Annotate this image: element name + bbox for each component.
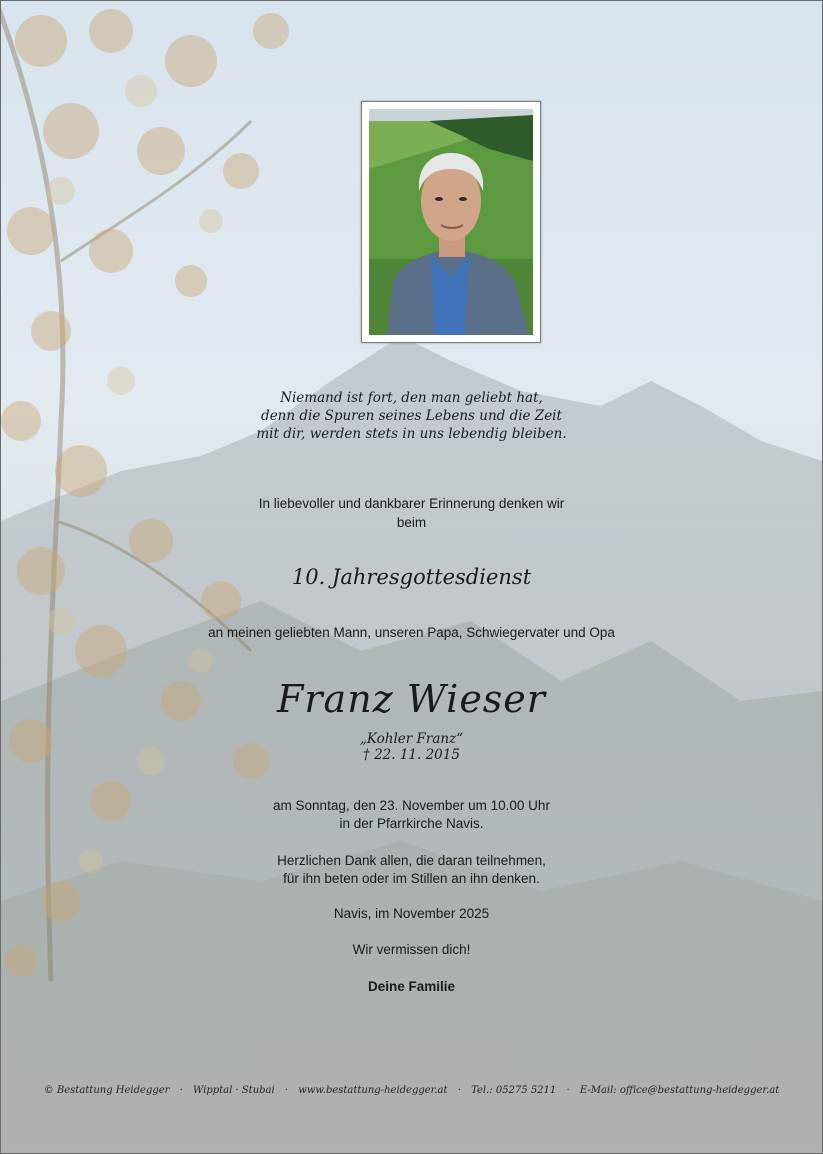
- quote-line: Niemand ist fort, den man geliebt hat,: [280, 390, 543, 406]
- footer-region: Wipptal · Stubai: [193, 1085, 275, 1096]
- intro-line: beim: [396, 515, 427, 530]
- memorial-quote: [1, 389, 822, 443]
- portrait-photo: [369, 109, 533, 335]
- footer-company: © Bestattung Heidegger: [43, 1085, 170, 1096]
- footer: [1, 1085, 822, 1096]
- footer-email-link[interactable]: E-Mail: office@bestattung-heidegger.at: [579, 1085, 780, 1096]
- footer-separator: ·: [284, 1085, 289, 1096]
- quote-line: denn die Spuren seines Lebens und die Zeit: [261, 408, 562, 424]
- thanks-text: [1, 852, 822, 888]
- footer-separator: ·: [457, 1085, 461, 1096]
- footer-website-link[interactable]: www.bestattung-heidegger.at: [298, 1085, 448, 1096]
- miss-you-text: Wir vermissen dich!: [352, 942, 471, 957]
- event-title: 10. Jahresgottesdienst: [291, 565, 532, 589]
- thanks-line: Herzlichen Dank allen, die daran teilnehmen,: [277, 853, 546, 868]
- deceased-name: Franz Wieser: [277, 677, 546, 721]
- mass-line: am Sonntag, den 23. November um 10.00 Uhr: [273, 798, 550, 813]
- deceased-nickname: „Kohler Franz“: [359, 731, 464, 747]
- portrait-frame: [361, 101, 541, 343]
- thanks-line: für ihn beten oder im Stillen an ihn denken.: [283, 871, 540, 886]
- death-date: † 22. 11. 2015: [363, 747, 460, 763]
- mass-details: [1, 797, 822, 833]
- intro-text: [1, 494, 822, 532]
- mass-line: in der Pfarrkirche Navis.: [339, 816, 484, 831]
- signoff: Deine Familie: [367, 979, 456, 994]
- footer-phone: Tel.: 05275 5211: [471, 1085, 557, 1096]
- quote-line: mit dir, werden stets in uns lebendig bleiben.: [256, 426, 567, 442]
- footer-separator: ·: [566, 1085, 570, 1096]
- footer-separator: ·: [179, 1085, 183, 1096]
- place-date: Navis, im November 2025: [333, 906, 490, 921]
- intro-line: In liebevoller und dankbarer Erinnerung denken wir: [258, 496, 565, 511]
- relation-text: an meinen geliebten Mann, unseren Papa, Schwiegervater und Opa: [208, 625, 615, 640]
